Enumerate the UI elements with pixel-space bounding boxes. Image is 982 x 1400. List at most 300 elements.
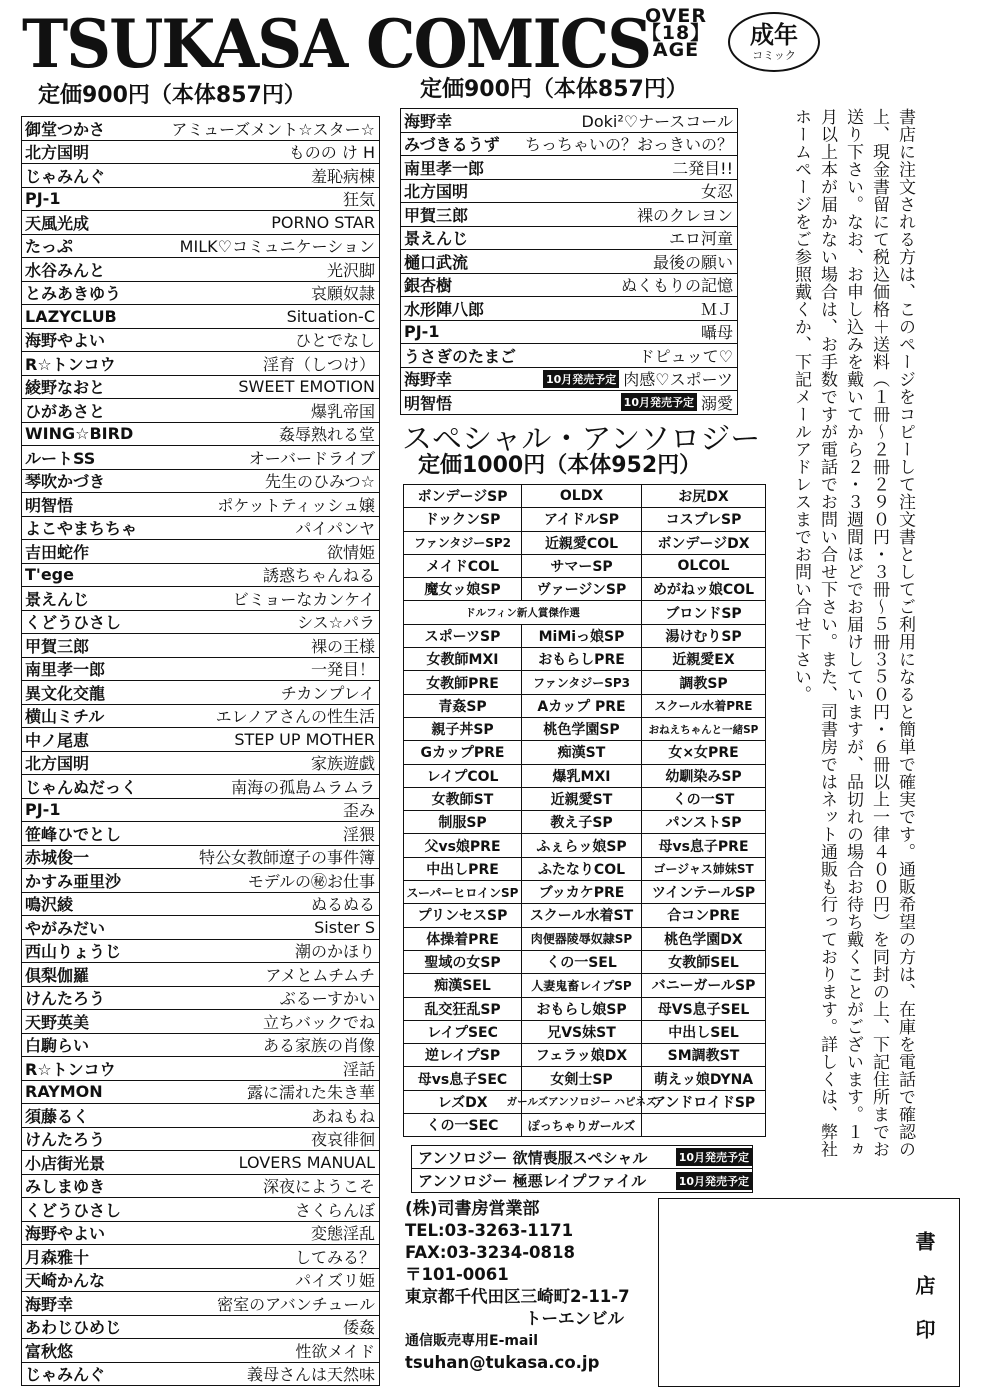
special-title: 痴漢SEL [404,974,522,997]
list-item [22,399,379,423]
company-name: (株)司書房営業部 [405,1199,540,1219]
list-item [22,540,379,564]
special-title: 調教SP [642,671,766,694]
special-title: アンドロイドSP [642,1091,766,1114]
author-name: とみあきゆう [25,284,122,304]
book-title: ポケットティッシュ嬢 [217,495,375,515]
fax: FAX:03-3234-0818 [405,1243,575,1262]
list-item [22,1269,379,1293]
book-title-wrap [672,156,733,179]
author-name: 中ノ尾恵 [25,730,90,750]
author-name: 海野幸 [404,111,453,131]
book-title: ある家族の肖像 [262,1036,375,1056]
list-item [22,1081,379,1105]
list-item [22,869,379,893]
special-title: 体操着PRE [404,928,522,951]
middle-title-list [400,108,738,415]
anthology-title: アンソロジー 極悪レイプファイル [418,1172,647,1190]
special-title: ヴァージンSP [522,578,642,601]
list-item [22,1128,379,1152]
release-badge: 10月発売予定 [676,1148,752,1166]
special-title: 合コンPRE [642,904,766,927]
list-item [22,1339,379,1363]
list-item [22,1034,379,1058]
list-item [401,297,737,321]
author-name: 景えんじ [25,589,90,609]
author-name: 水形陣八郎 [404,299,485,319]
special-title: 女教師MXI [404,648,522,671]
author-name: 小店街光景 [25,1153,106,1173]
book-title: アミューズメント☆スター☆ [171,119,375,139]
book-title-wrap [543,367,733,390]
author-name: 横山ミチル [25,707,105,727]
anthology-row [412,1169,752,1192]
special-title: フェラッ娘DX [522,1044,642,1067]
special-title: 幼馴染みSP [642,765,766,788]
author-name: よこやまちちゃ [25,519,138,539]
special-title: 兄VS妹ST [522,1021,642,1044]
author-name: 吉田蛇作 [25,542,90,562]
author-name: じゃみんぐ [25,1365,106,1385]
list-item [22,1292,379,1316]
book-title: 一発目！ [310,660,375,680]
author-name: ルートSS [25,448,96,468]
book-title: 潮のかほり [294,942,375,962]
list-item [401,274,737,298]
special-title: メイドCOL [404,555,522,578]
special-title: お尻DX [642,485,766,508]
list-item [22,681,379,705]
special-title: 萌えッ娘DYNA [642,1067,766,1090]
book-title: エレノアさんの性生活 [215,707,375,727]
list-item [22,235,379,259]
author-name: 鳴沢綾 [25,895,74,915]
book-title: Situation-C [286,306,375,326]
book-title: 特公女教師遼子の事件簿 [198,848,375,868]
release-badge: 10月発売予定 [621,393,697,411]
list-item [401,109,737,133]
order-instructions-text: 書店に注文される方は、このページをコピーして注文書としてご利用になると簡単で確実です。通販希望の方は、在庫を電話で確認の上、現金書留にて税込価格＋送料（１冊～２冊２９０円・３冊～５冊３５０円・６冊以上一律４００円）を同封の上、下記住所までお送り下さい。なお、お申し込みを戴いてから２・３週間ほどでお届けしていますが、品切れの場合お待ち戴くことがございます。１ヵ月以上本が届かない場合は、お手数ですが電話でお問い合せ下さい。また、司書房ではネット通販も行っております。詳しくは、弊社ホームページをご参照戴くか、下記メールアドレスまでお問い合せ下さい。 [791,108,915,1158]
list-item [22,728,379,752]
list-item [22,1104,379,1128]
list-item [401,250,737,274]
author-name: R☆トンコウ [25,1059,116,1079]
special-title: ガールズアンソロジー ハピネス [522,1091,642,1114]
list-item [22,1363,379,1387]
special-title: バニーガールSP [642,974,766,997]
list-item [22,493,379,517]
special-anthology-heading: スペシャル・アンソロジー [402,422,761,457]
author-name: 天風光成 [25,213,90,233]
book-title: シス☆パラ [297,613,375,633]
email-address: tsuhan@tukasa.co.jp [405,1353,600,1372]
anthology-list [411,1145,753,1193]
special-title: 教え子SP [522,811,642,834]
address-line-2: トーエンビル [525,1309,624,1328]
book-title: 淫猥 [342,824,375,844]
author-name: 笹峰ひでとし [25,824,122,844]
list-item [22,705,379,729]
special-title: レイプSEC [404,1021,522,1044]
author-name: 海野幸 [404,370,453,390]
special-title: 父vs娘PRE [404,834,522,857]
list-item [22,1175,379,1199]
book-title-wrap [582,109,733,132]
special-title: くの一ST [642,788,766,811]
special-title: アイドルSP [522,508,642,531]
book-title: 立ちバックでね [262,1012,375,1032]
age-age: AGE [652,39,700,61]
special-title: ドックンSP [404,508,522,531]
book-title-wrap [701,297,733,320]
special-title: 中出しPRE [404,858,522,881]
book-title: ひとでなし [294,331,375,351]
list-item [22,658,379,682]
special-title: 湯けむりSP [642,625,766,648]
list-item [22,446,379,470]
special-title: ドルフィン新人賞傑作選 [404,601,642,624]
author-name: 北方国明 [404,182,469,202]
author-name: 甲賀三郎 [404,205,469,225]
book-title: Doki²♡ナースコール [581,111,733,131]
list-item [22,211,379,235]
list-item [22,1151,379,1175]
special-title: ファンタジーSP3 [522,671,642,694]
list-item [22,611,379,635]
special-title: 女剣士SP [522,1067,642,1090]
stamp-label: 書店印 [912,1231,936,1363]
email-label: 通信販売専用E-mail [405,1333,539,1349]
book-title: ちっちゃいの？おっきいの？ [524,135,733,155]
book-title: 南海の孤島ムラムラ [231,777,375,797]
list-item [401,203,737,227]
special-title: ブッカケPRE [522,881,642,904]
list-item [401,368,737,392]
author-name: 明智悟 [404,393,453,413]
author-name: PJ-1 [25,800,61,820]
special-title: 母vs息子SEC [404,1067,522,1090]
left-title-list [21,116,380,1386]
book-title: 裸のクレヨン [636,205,733,225]
book-title: 裸の王様 [310,636,375,656]
author-name: うさぎのたまご [404,346,517,366]
postal-code: 〒101-0061 [405,1265,509,1284]
list-item [22,564,379,588]
special-title: ふたなりCOL [522,858,642,881]
author-name: 海野幸 [25,1294,74,1314]
list-item [22,1057,379,1081]
list-item [22,141,379,165]
list-item [22,470,379,494]
author-name: WING☆BIRD [25,424,134,444]
book-title: Sister S [314,917,375,937]
author-name: PJ-1 [25,189,61,209]
special-title: 女教師ST [404,788,522,811]
book-title: あねもね [310,1106,375,1126]
release-badge: 10月発売予定 [676,1172,752,1190]
price-special: 定価1000円（本体952円） [418,453,702,478]
special-title: 乱交狂乱SP [404,998,522,1021]
age-over: OVER [645,5,707,27]
book-title-wrap [653,250,733,273]
special-title: プリンセスSP [404,904,522,927]
price-left: 定価900円（本体857円） [38,83,306,108]
book-title: さくらんぼ [294,1200,375,1220]
book-title: ＭＪ [700,299,733,319]
book-title: パイズリ姫 [295,1271,375,1291]
list-item [401,133,737,157]
book-title: 性欲メイド [295,1341,375,1361]
special-title: 近親愛COL [522,532,642,555]
list-item [22,1316,379,1340]
book-title: アメとムチムチ [265,965,375,985]
list-item [22,634,379,658]
author-name: 銀杏樹 [404,276,453,296]
book-title-wrap [701,179,733,202]
book-title: 肉感♡スポーツ [623,370,733,390]
book-title: ビミョーなカンケイ [232,589,375,609]
special-title: OLDX [522,485,642,508]
special-title: 女教師PRE [404,671,522,694]
special-title: SM調教ST [642,1044,766,1067]
book-title: 変態淫乱 [310,1224,375,1244]
list-item [22,916,379,940]
special-title: Aカップ PRE [522,695,642,718]
anthology-row [412,1146,752,1169]
book-title: 光沢脚 [326,260,375,280]
book-title: モデルの㊙お仕事 [247,871,375,891]
author-name: 水谷みんと [25,260,106,280]
adult-comic-badge [728,12,820,72]
special-title: 魔女ッ娘SP [404,578,522,601]
book-title-wrap [621,273,733,296]
book-title: パイパンヤ [295,519,375,539]
special-title: おねえちゃんと一緒SP [642,718,766,741]
author-name: RAYMON [25,1082,103,1102]
author-name: じゃんぬだっく [25,777,138,797]
author-name: 赤城俊一 [25,848,90,868]
special-title: 女×女PRE [642,741,766,764]
author-name: ひがあさと [25,401,106,421]
book-title: 夜哀徘徊 [310,1130,375,1150]
special-title: 親子丼SP [404,718,522,741]
book-title: 溺愛 [700,393,733,413]
special-title: サマーSP [522,555,642,578]
special-title: 桃色学園DX [642,928,766,951]
list-item [22,987,379,1011]
book-title: オーバードライブ [248,448,375,468]
list-item [22,117,379,141]
list-item [22,1010,379,1034]
book-title: ドピュッて♡ [638,346,733,366]
book-title: ぬるぬる [310,895,375,915]
special-title: 青姦SP [404,695,522,718]
author-name: T'ege [25,565,74,585]
list-item [22,329,379,353]
list-item [22,587,379,611]
book-title: 女忍 [700,182,733,202]
special-title: スクール水着ST [522,904,642,927]
anthology-title: アンソロジー 欲情喪服スペシャル [418,1148,648,1167]
special-title: MiMiっ娘SP [522,625,642,648]
list-item [22,1198,379,1222]
book-title: 狂気 [342,190,375,210]
book-title: 深夜にようこそ [262,1177,375,1197]
special-title: レイプCOL [404,765,522,788]
book-title-wrap [639,344,733,367]
author-name: 甲賀三郎 [25,636,90,656]
list-item [22,188,379,212]
author-name: 天崎かんな [25,1271,106,1291]
special-title: 中出しSEL [642,1021,766,1044]
special-title: スポーツSP [404,625,522,648]
list-item [22,352,379,376]
author-name: けんたろう [25,1130,106,1150]
list-item [401,321,737,345]
author-name: じゃみんぐ [25,166,106,186]
book-title: 欲情姫 [326,542,375,562]
book-title-wrap [525,132,733,155]
tel: TEL:03-3263-1171 [405,1221,574,1240]
author-name: みしまゆき [25,1177,106,1197]
book-title: PORNO STAR [271,212,375,232]
book-title: 爆乳帝国 [310,401,375,421]
list-item [401,391,737,415]
author-name: R☆トンコウ [25,354,116,374]
masthead-title: TSUKASA COMICS [22,5,651,83]
list-item [22,423,379,447]
book-title-wrap [637,203,733,226]
book-title: MILK♡コミュニケーション [179,237,375,257]
special-title: パンストSP [642,811,766,834]
book-title: してみる？ [294,1247,375,1267]
book-title: 露に濡れた朱き華 [246,1083,375,1103]
book-title: LOVERS MANUAL [238,1152,375,1172]
special-title: 近親愛ST [522,788,642,811]
list-item [22,517,379,541]
order-instructions [788,104,964,1176]
author-name: 御堂つかさ [25,119,106,139]
author-name: 北方国明 [25,143,90,163]
book-title: 歪み [342,801,375,821]
author-name: 景えんじ [404,229,469,249]
special-title: ツインテールSP [642,881,766,904]
author-name: 琴吹かづき [25,472,106,492]
author-name: あわじひめじ [25,1318,122,1338]
special-title: 人妻鬼畜レイプSP [522,974,642,997]
release-badge: 10月発売予定 [543,370,619,388]
adult-badge-sub: コミック [752,49,796,62]
list-item [22,376,379,400]
book-title: 家族遊戯 [310,754,375,774]
list-item [22,893,379,917]
author-name: けんたろう [25,989,106,1009]
book-title-wrap [701,320,733,343]
list-item [22,940,379,964]
special-title: ぽっちゃりガールズ [522,1114,642,1137]
special-title: スクール水着PRE [642,695,766,718]
author-name: 天野英美 [25,1012,90,1032]
list-item [22,282,379,306]
special-title [642,1114,766,1137]
author-name: 月森雅十 [25,1247,90,1267]
book-title: 二発目!! [672,158,733,178]
book-title: 最後の願い [652,252,733,272]
special-title: ブロンドSP [642,601,766,624]
bookstore-stamp-box [658,1198,960,1387]
special-title: 痴漢ST [522,741,642,764]
author-name: くどうひさし [25,613,122,633]
list-item [22,822,379,846]
list-item [22,164,379,188]
special-title: くの一SEC [404,1114,522,1137]
special-title: コスプレSP [642,508,766,531]
list-item [22,305,379,329]
book-title: ぶるーすかい [279,989,375,1009]
book-title: チカンプレイ [280,683,375,703]
special-title: 制服SP [404,811,522,834]
author-name: 南里孝一郎 [25,660,106,680]
list-item [401,344,737,368]
author-name: 須藤るく [25,1106,90,1126]
address-line-1: 東京都千代田区三崎町2-11-7 [405,1287,630,1306]
special-title: ファンタジーSP2 [404,532,522,555]
author-name: かすみ亜里沙 [25,871,122,891]
special-title: 近親愛EX [642,648,766,671]
list-item [401,156,737,180]
book-title: ものの け H [288,143,375,163]
book-title: 誘惑ちゃんねる [262,566,375,586]
author-name: 白駒らい [25,1036,90,1056]
special-title: レズDX [404,1091,522,1114]
special-title: 逆レイプSP [404,1044,522,1067]
list-item [22,799,379,823]
special-title: めがねッ娘COL [642,578,766,601]
adult-badge-main: 成年 [750,21,798,49]
book-title: STEP UP MOTHER [234,729,375,749]
special-title: 聖域の女SP [404,951,522,974]
special-title: 桃色学園SP [522,718,642,741]
list-item [22,258,379,282]
book-title: 姦辱熟れる堂 [278,425,375,445]
special-title: 母VS息子SEL [642,998,766,1021]
author-name: 樋口武流 [404,252,469,272]
special-title: スーパーヒロインSP [404,881,522,904]
author-name: 北方国明 [25,754,90,774]
special-title: ボンデージSP [404,485,522,508]
special-title: ボンデージDX [642,532,766,555]
special-title: くの一SEL [522,951,642,974]
list-item [22,846,379,870]
book-title-wrap [621,391,733,414]
special-title: おもらしPRE [522,648,642,671]
author-name: 綾野なおと [25,378,106,398]
author-name: くどうひさし [25,1200,122,1220]
special-title: 母vs息子PRE [642,834,766,857]
book-title: 哀願奴隷 [310,284,375,304]
book-title: 密室のアバンチュール [217,1294,375,1314]
author-name: たっぷ [25,237,74,257]
author-name: 海野やよい [25,1224,106,1244]
list-item [22,1245,379,1269]
author-name: 南里孝一郎 [404,158,485,178]
special-title: GカップPRE [404,741,522,764]
publisher-contact [405,1198,630,1374]
price-middle: 定価900円（本体857円） [420,77,688,102]
age-18: 【18】 [641,22,711,44]
author-name: PJ-1 [404,322,440,342]
special-title: OLCOL [642,555,766,578]
